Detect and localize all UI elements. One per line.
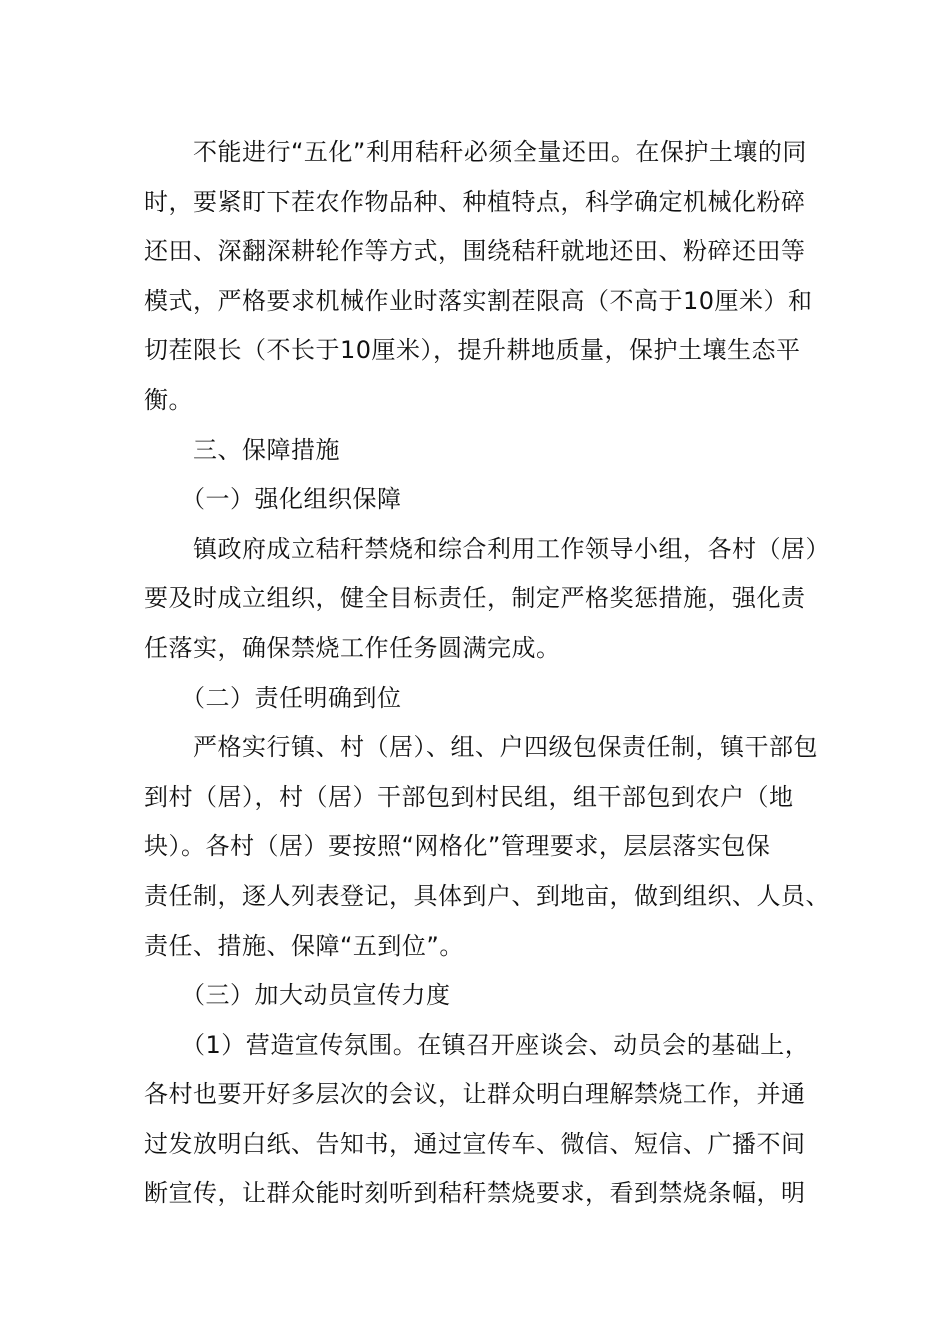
section-heading: 三、保障措施 [144, 435, 340, 464]
text-line: 镇政府成立秸秆禁烧和综合利用工作领导小组，各村（居） [144, 534, 830, 563]
text-line: 还田、深翻深耕轮作等方式，围绕秸秆就地还田、粉碎还田等 [144, 237, 806, 266]
text-line: 断宣传，让群众能时刻听到秸秆禁烧要求，看到禁烧条幅，明 [144, 1179, 806, 1208]
text-line: 任落实，确保禁烧工作任务圆满完成。 [144, 633, 561, 662]
text-line: 模式，严格要求机械作业时落实割茬限高（不高于10厘米）和 [144, 286, 813, 315]
text-line: 要及时成立组织，健全目标责任，制定严格奖惩措施，强化责 [144, 584, 806, 613]
subsection-heading: （三）加大动员宣传力度 [144, 981, 451, 1010]
document-body [144, 128, 830, 1219]
text-line: 时，要紧盯下茬农作物品种、种植特点，科学确定机械化粉碎 [144, 187, 806, 216]
subsection-heading: （一）强化组织保障 [144, 485, 402, 514]
subsection-heading: （二）责任明确到位 [144, 683, 402, 712]
text-line: 切茬限长（不长于10厘米），提升耕地质量，保护土壤生态平 [144, 336, 801, 365]
text-line: 过发放明白纸、告知书，通过宣传车、微信、短信、广播不间 [144, 1129, 806, 1158]
text-line: 到村（居），村（居）干部包到村民组，组干部包到农户（地 [144, 782, 794, 811]
text-line: 责任、措施、保障“五到位”。 [144, 931, 464, 960]
text-line: 衡。 [144, 385, 193, 414]
text-line: 块）。各村（居）要按照“网格化”管理要求，层层落实包保 [144, 832, 771, 861]
text-line: 责任制，逐人列表登记，具体到户、到地亩，做到组织、人员、 [144, 881, 830, 910]
text-line: （1）营造宣传氛围。在镇召开座谈会、动员会的基础上， [144, 1030, 810, 1059]
text-line: 各村也要开好多层次的会议，让群众明白理解禁烧工作，并通 [144, 1080, 806, 1109]
text-line: 不能进行“五化”利用秸秆必须全量还田。在保护土壤的同 [144, 138, 807, 166]
text-line: 严格实行镇、村（居）、组、户四级包保责任制，镇干部包 [144, 733, 818, 762]
